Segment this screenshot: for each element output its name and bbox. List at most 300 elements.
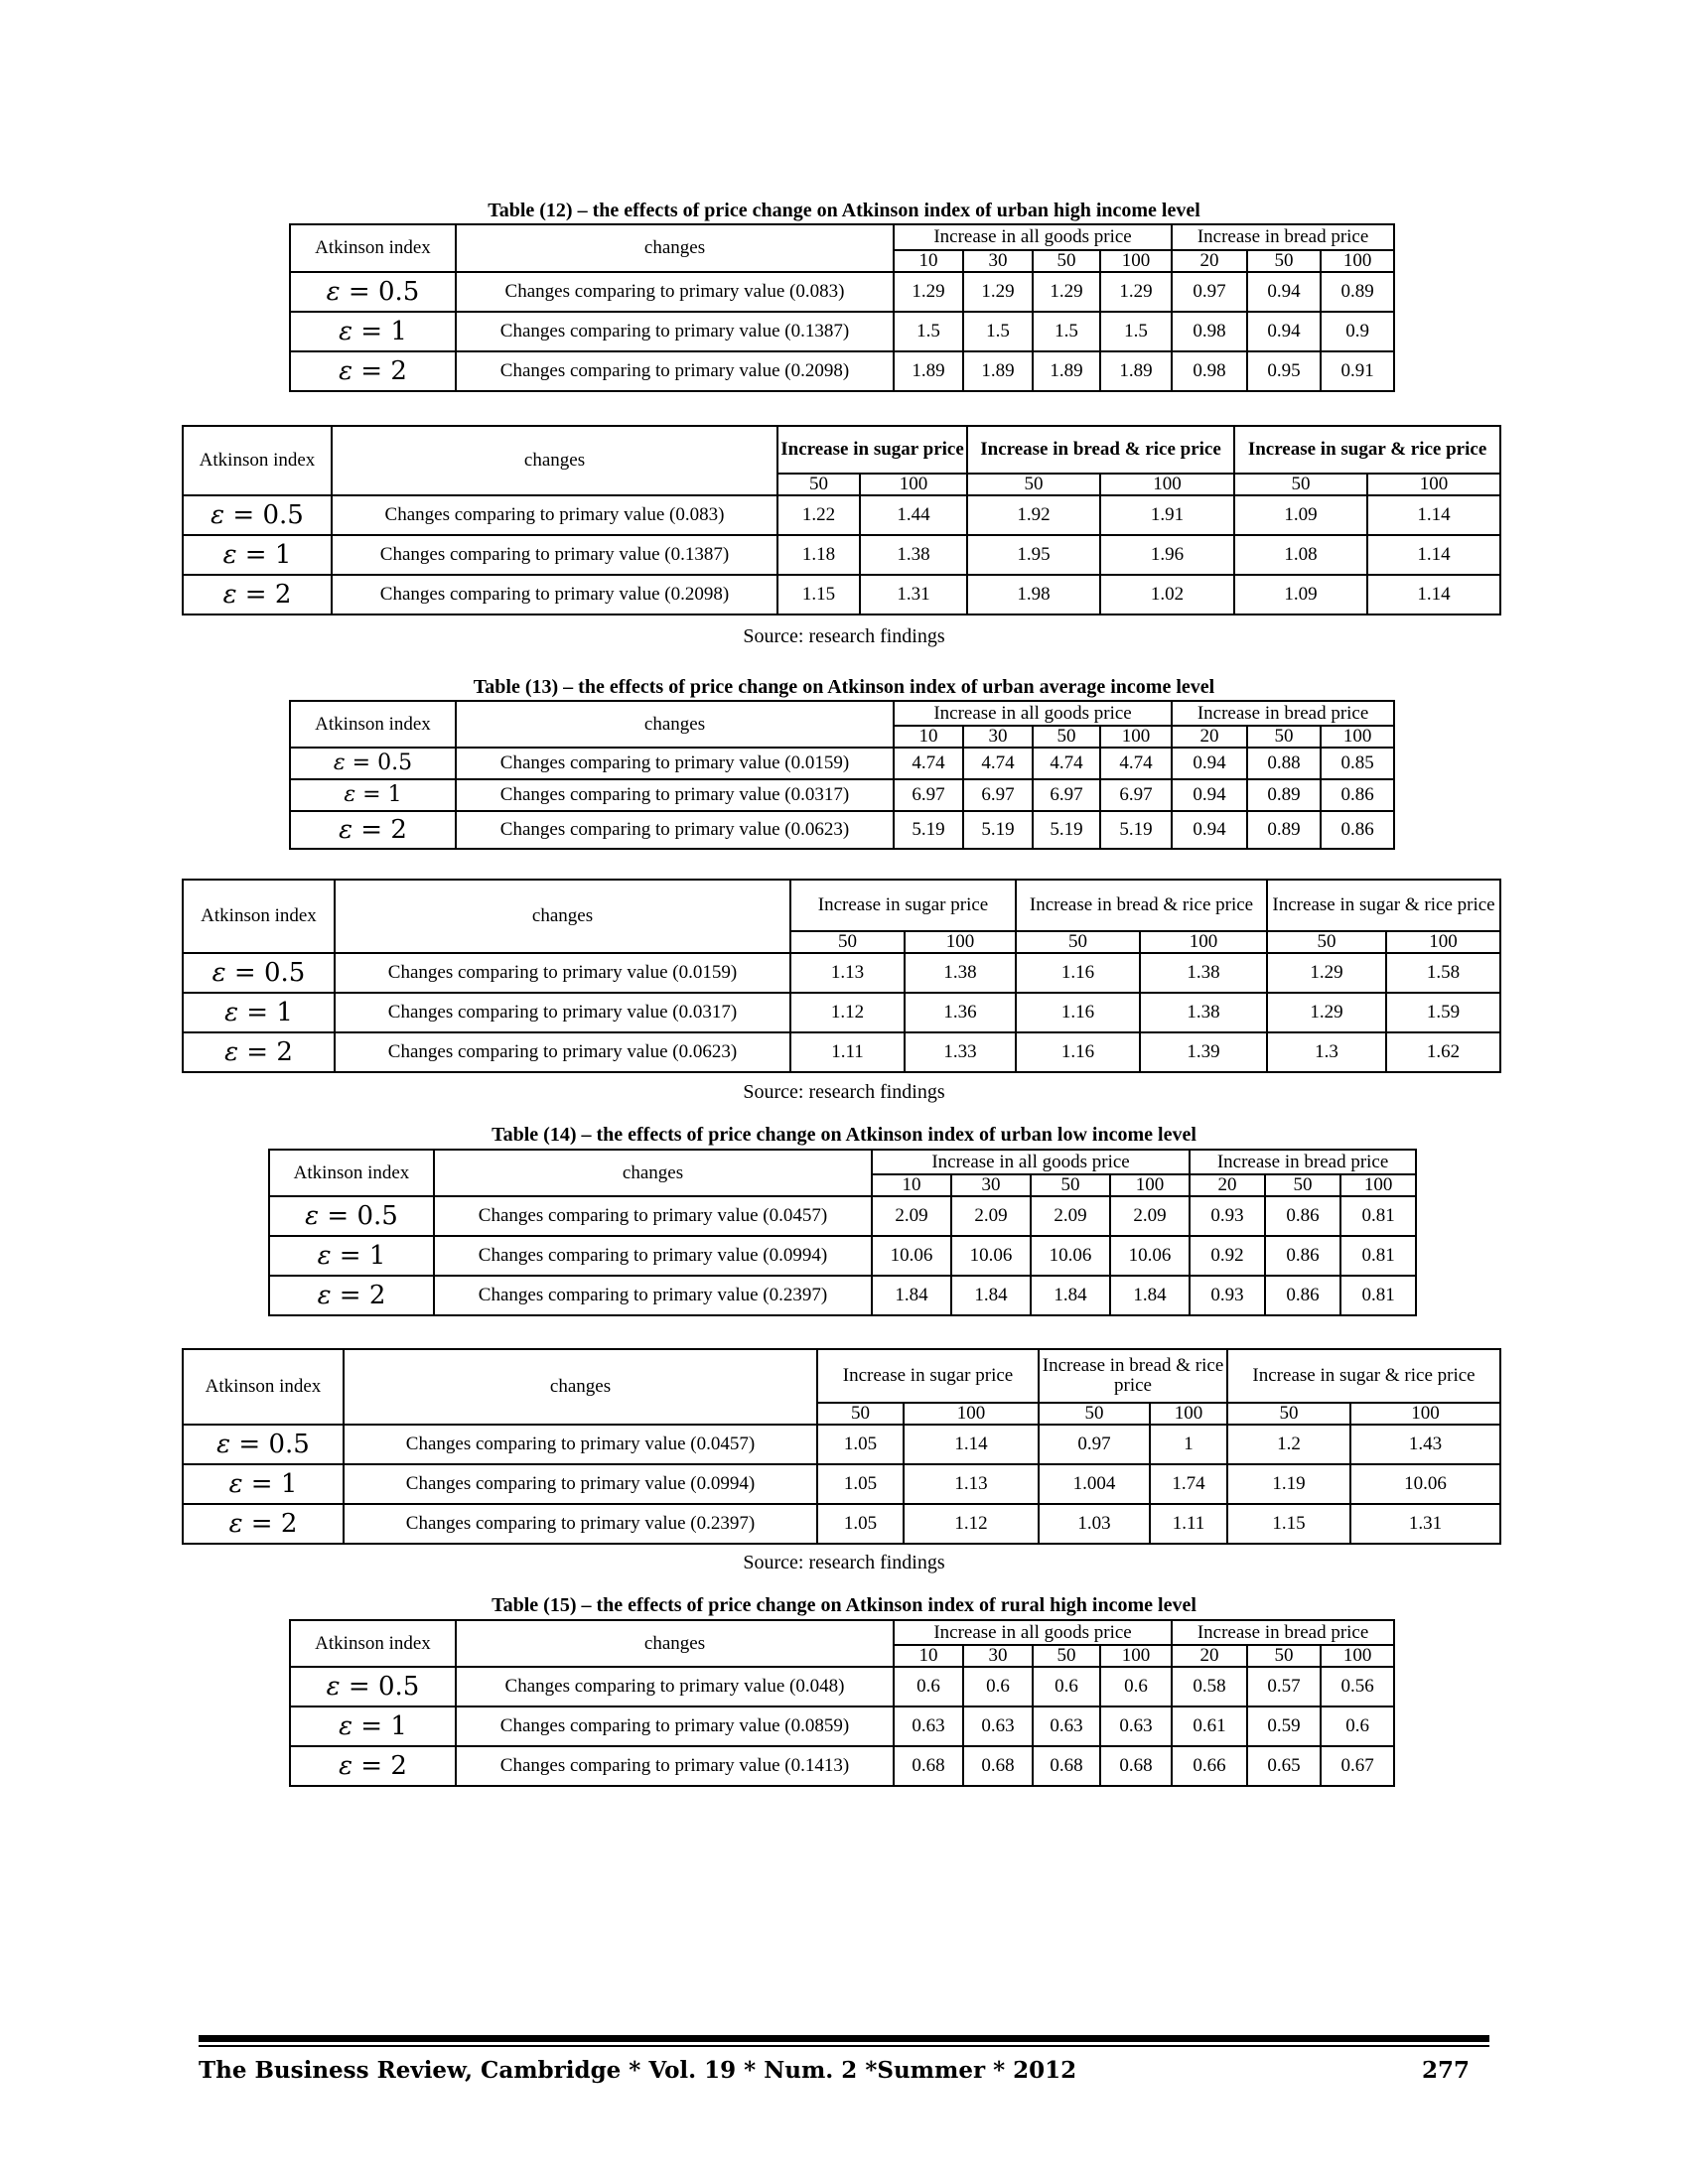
table-row [183,1425,1500,1464]
value-cell: 1.44 [860,495,967,535]
subheader-cell: 10 [894,726,963,748]
value-cell: 0.85 [1321,748,1394,779]
value-cell: 1.14 [904,1425,1039,1464]
value-cell: 4.74 [963,748,1033,779]
table-row [183,1504,1500,1544]
value-cell: 1.74 [1150,1464,1227,1504]
header-atkinson-index: Atkinson index [290,701,456,748]
subheader-cell: 100 [1100,1645,1172,1667]
epsilon-cell: ε = 2 [290,351,456,391]
table-row [183,993,1500,1032]
value-cell: 1.38 [905,953,1016,993]
subheader-cell: 100 [905,931,1016,953]
value-cell: 0.59 [1247,1706,1321,1746]
value-cell: 0.65 [1247,1746,1321,1786]
value-cell: 1.5 [963,312,1033,351]
epsilon-cell: ε = 0.5 [290,272,456,312]
header-group-all-goods: Increase in all goods price [872,1150,1190,1174]
subheader-cell: 20 [1172,726,1247,748]
value-cell: 1.38 [1140,953,1267,993]
epsilon-cell: ε = 0.5 [290,1667,456,1706]
value-cell: 0.81 [1340,1236,1416,1276]
table-12b [182,425,1501,615]
header-changes: changes [344,1349,817,1425]
value-cell: 0.6 [1100,1667,1172,1706]
value-cell: 10.06 [1031,1236,1110,1276]
value-cell: 1.16 [1016,1032,1140,1072]
epsilon-value: 0.5 [263,958,306,988]
epsilon-value: 1 [387,782,402,807]
subheader-cell: 10 [872,1174,951,1196]
value-cell: 1.03 [1039,1504,1150,1544]
table-13a [289,700,1395,850]
subheader-cell: 50 [1265,1174,1340,1196]
epsilon-value: 2 [390,356,407,386]
row-label: Changes comparing to primary value (0.048) [456,1667,894,1706]
epsilon-cell: ε = 2 [290,811,456,849]
value-cell: 1.08 [1234,535,1367,575]
value-cell: 0.6 [1321,1706,1394,1746]
value-cell: 4.74 [1100,748,1172,779]
page-number: 277 [1421,2057,1470,2084]
header-group-bread-rice: Increase in bread & rice price [1039,1349,1227,1403]
header-group-sugar: Increase in sugar price [790,880,1016,931]
header-group-sugar-rice: Increase in sugar & rice price [1234,426,1500,474]
header-group-all-goods: Increase in all goods price [894,1620,1172,1645]
value-cell: 1.12 [904,1504,1039,1544]
row-label: Changes comparing to primary value (0.2098) [332,575,777,614]
value-cell: 1.29 [963,272,1033,312]
value-cell: 1.89 [1033,351,1100,391]
journal-citation: The Business Review, Cambridge * Vol. 19 * Num. 2 *Summer * 2012 [199,2057,1077,2084]
epsilon-cell: ε = 0.5 [183,495,332,535]
epsilon-value: 2 [368,1281,386,1310]
row-label: Changes comparing to primary value (0.1387) [456,312,894,351]
header-group-sugar-rice: Increase in sugar & rice price [1267,880,1500,931]
subheader-cell: 50 [1227,1403,1350,1425]
value-cell: 1.43 [1350,1425,1500,1464]
value-cell: 0.86 [1265,1276,1340,1315]
subheader-cell: 20 [1172,1645,1247,1667]
table-row [290,779,1394,811]
table-14-caption: Table (14) – the effects of price change on Atkinson index of urban low income level [492,1124,1196,1146]
value-cell: 0.56 [1321,1667,1394,1706]
value-cell: 0.97 [1172,272,1247,312]
header-changes: changes [434,1150,872,1196]
header-changes: changes [456,701,894,748]
value-cell: 1.29 [1267,993,1386,1032]
value-cell: 0.86 [1265,1196,1340,1236]
subheader-cell: 100 [1367,474,1500,495]
epsilon-cell: ε = 2 [269,1276,434,1315]
subheader-cell: 20 [1190,1174,1265,1196]
table-row [290,1706,1394,1746]
subheader-cell: 100 [1100,726,1172,748]
value-cell: 1.16 [1016,953,1140,993]
value-cell: 0.93 [1190,1276,1265,1315]
header-group-bread: Increase in bread price [1172,1620,1394,1645]
header-group-sugar: Increase in sugar price [817,1349,1039,1403]
page-footer [199,2035,1489,2087]
epsilon-cell: ε = 0.5 [290,748,456,779]
value-cell: 2.09 [951,1196,1031,1236]
value-cell: 1.96 [1100,535,1234,575]
header-group-bread-rice: Increase in bread & rice price [1016,880,1267,931]
subheader-cell: 50 [817,1403,904,1425]
value-cell: 1.5 [1033,312,1100,351]
value-cell: 6.97 [1100,779,1172,811]
value-cell: 1.004 [1039,1464,1150,1504]
header-atkinson-index: Atkinson index [183,1349,344,1425]
value-cell: 0.63 [894,1706,963,1746]
header-group-bread: Increase in bread price [1172,224,1394,250]
value-cell: 0.9 [1321,312,1394,351]
value-cell: 1.31 [860,575,967,614]
table-row [183,1464,1500,1504]
header-atkinson-index: Atkinson index [290,1620,456,1667]
value-cell: 1.05 [817,1464,904,1504]
header-atkinson-index: Atkinson index [183,426,332,495]
value-cell: 0.97 [1039,1425,1150,1464]
subheader-cell: 100 [1150,1403,1227,1425]
value-cell: 1.09 [1234,495,1367,535]
row-label: Changes comparing to primary value (0.0159) [335,953,790,993]
subheader-cell: 50 [967,474,1100,495]
value-cell: 2.09 [1031,1196,1110,1236]
row-label: Changes comparing to primary value (0.083) [332,495,777,535]
value-cell: 0.66 [1172,1746,1247,1786]
value-cell: 1.98 [967,575,1100,614]
subheader-cell: 100 [860,474,967,495]
epsilon-value: 2 [390,1751,407,1781]
table-row [290,312,1394,351]
epsilon-cell: ε = 0.5 [183,953,335,993]
value-cell: 2.09 [872,1196,951,1236]
epsilon-value: 1 [390,1711,407,1741]
value-cell: 10.06 [1110,1236,1190,1276]
subheader-cell: 50 [1033,726,1100,748]
epsilon-cell: ε = 2 [290,1746,456,1786]
subheader-cell: 50 [1016,931,1140,953]
value-cell: 0.63 [963,1706,1033,1746]
table-row [183,1032,1500,1072]
subheader-cell: 50 [1247,250,1321,272]
subheader-cell: 50 [1031,1174,1110,1196]
row-label: Changes comparing to primary value (0.0457) [434,1196,872,1236]
value-cell: 1.39 [1140,1032,1267,1072]
subheader-cell: 50 [1033,1645,1100,1667]
value-cell: 0.68 [1100,1746,1172,1786]
row-label: Changes comparing to primary value (0.2397) [344,1504,817,1544]
row-label: Changes comparing to primary value (0.0623) [456,811,894,849]
value-cell: 1.29 [1033,272,1100,312]
value-cell: 0.68 [894,1746,963,1786]
subheader-cell: 100 [1140,931,1267,953]
epsilon-cell: ε = 1 [183,1464,344,1504]
value-cell: 1.13 [904,1464,1039,1504]
subheader-cell: 30 [951,1174,1031,1196]
value-cell: 0.94 [1172,779,1247,811]
value-cell: 0.91 [1321,351,1394,391]
header-group-bread: Increase in bread price [1172,701,1394,726]
epsilon-value: 1 [276,998,293,1027]
header-group-bread-rice: Increase in bread & rice price [967,426,1234,474]
epsilon-value: 2 [280,1509,298,1539]
subheader-cell: 100 [1100,474,1234,495]
value-cell: 5.19 [963,811,1033,849]
value-cell: 1.31 [1350,1504,1500,1544]
epsilon-value: 0.5 [262,500,304,530]
value-cell: 1.38 [1140,993,1267,1032]
value-cell: 1.11 [1150,1504,1227,1544]
value-cell: 0.81 [1340,1196,1416,1236]
epsilon-cell: ε = 1 [183,535,332,575]
value-cell: 1.05 [817,1425,904,1464]
row-label: Changes comparing to primary value (0.0317) [335,993,790,1032]
table-row [290,1746,1394,1786]
value-cell: 1.33 [905,1032,1016,1072]
value-cell: 1.89 [894,351,963,391]
value-cell: 0.63 [1100,1706,1172,1746]
row-label: Changes comparing to primary value (0.0317) [456,779,894,811]
table-row [269,1196,1416,1236]
table-15-caption: Table (15) – the effects of price change on Atkinson index of rural high income level [492,1594,1196,1616]
epsilon-cell: ε = 1 [290,779,456,811]
value-cell: 1.59 [1386,993,1500,1032]
value-cell: 0.86 [1265,1236,1340,1276]
table-14a [268,1149,1417,1316]
subheader-cell: 10 [894,1645,963,1667]
row-label: Changes comparing to primary value (0.0457) [344,1425,817,1464]
header-group-sugar-rice: Increase in sugar & rice price [1227,1349,1500,1403]
value-cell: 0.89 [1247,779,1321,811]
value-cell: 0.92 [1190,1236,1265,1276]
value-cell: 1.13 [790,953,905,993]
table-12-caption: Table (12) – the effects of price change on Atkinson index of urban high income level [488,200,1200,221]
value-cell: 1.89 [963,351,1033,391]
value-cell: 1.38 [860,535,967,575]
value-cell: 1.12 [790,993,905,1032]
subheader-cell: 50 [1033,250,1100,272]
epsilon-value: 1 [390,317,407,346]
value-cell: 0.89 [1321,272,1394,312]
value-cell: 0.95 [1247,351,1321,391]
subheader-cell: 50 [1247,1645,1321,1667]
subheader-cell: 100 [904,1403,1039,1425]
subheader-cell: 100 [1321,1645,1394,1667]
value-cell: 2.09 [1110,1196,1190,1236]
value-cell: 1.84 [1110,1276,1190,1315]
table-12a [289,223,1395,392]
table-row [183,535,1500,575]
table-12-source: Source: research findings [743,625,945,647]
value-cell: 0.88 [1247,748,1321,779]
value-cell: 1 [1150,1425,1227,1464]
row-label: Changes comparing to primary value (0.1413) [456,1746,894,1786]
subheader-cell: 100 [1340,1174,1416,1196]
row-label: Changes comparing to primary value (0.2098) [456,351,894,391]
header-atkinson-index: Atkinson index [269,1150,434,1196]
value-cell: 0.63 [1033,1706,1100,1746]
table-row [269,1276,1416,1315]
epsilon-cell: ε = 1 [290,1706,456,1746]
epsilon-value: 0.5 [377,751,413,775]
value-cell: 10.06 [1350,1464,1500,1504]
value-cell: 0.67 [1321,1746,1394,1786]
value-cell: 1.95 [967,535,1100,575]
value-cell: 0.68 [963,1746,1033,1786]
value-cell: 1.3 [1267,1032,1386,1072]
subheader-cell: 100 [1110,1174,1190,1196]
epsilon-cell: ε = 1 [183,993,335,1032]
value-cell: 1.5 [894,312,963,351]
header-group-bread: Increase in bread price [1190,1150,1416,1174]
value-cell: 1.14 [1367,495,1500,535]
value-cell: 0.58 [1172,1667,1247,1706]
footer-rule-thick [199,2035,1489,2042]
table-row [290,811,1394,849]
epsilon-value: 2 [390,815,407,845]
header-changes: changes [335,880,790,953]
value-cell: 10.06 [872,1236,951,1276]
value-cell: 0.94 [1247,312,1321,351]
header-group-all-goods: Increase in all goods price [894,701,1172,726]
value-cell: 1.22 [777,495,860,535]
value-cell: 1.19 [1227,1464,1350,1504]
value-cell: 1.05 [817,1504,904,1544]
subheader-cell: 100 [1350,1403,1500,1425]
table-row [183,953,1500,993]
subheader-cell: 50 [1234,474,1367,495]
value-cell: 0.94 [1247,272,1321,312]
value-cell: 6.97 [894,779,963,811]
value-cell: 4.74 [1033,748,1100,779]
header-atkinson-index: Atkinson index [183,880,335,953]
table-13-source: Source: research findings [743,1081,945,1103]
value-cell: 1.18 [777,535,860,575]
epsilon-value: 2 [274,580,292,610]
subheader-cell: 20 [1172,250,1247,272]
value-cell: 5.19 [894,811,963,849]
value-cell: 0.98 [1172,351,1247,391]
value-cell: 0.81 [1340,1276,1416,1315]
value-cell: 1.15 [1227,1504,1350,1544]
value-cell: 0.94 [1172,811,1247,849]
value-cell: 1.84 [951,1276,1031,1315]
header-changes: changes [456,1620,894,1667]
epsilon-cell: ε = 0.5 [183,1425,344,1464]
value-cell: 4.74 [894,748,963,779]
value-cell: 1.36 [905,993,1016,1032]
value-cell: 1.29 [1267,953,1386,993]
value-cell: 1.2 [1227,1425,1350,1464]
value-cell: 1.11 [790,1032,905,1072]
epsilon-cell: ε = 1 [290,312,456,351]
footer-rule-thin [199,2045,1489,2047]
subheader-cell: 30 [963,250,1033,272]
subheader-cell: 10 [894,250,963,272]
epsilon-value: 2 [276,1037,293,1067]
value-cell: 1.92 [967,495,1100,535]
value-cell: 0.94 [1172,748,1247,779]
value-cell: 0.6 [963,1667,1033,1706]
value-cell: 0.6 [894,1667,963,1706]
subheader-cell: 50 [790,931,905,953]
value-cell: 1.58 [1386,953,1500,993]
epsilon-value: 1 [368,1241,386,1271]
subheader-cell: 50 [1039,1403,1150,1425]
value-cell: 1.62 [1386,1032,1500,1072]
value-cell: 1.09 [1234,575,1367,614]
table-13b [182,879,1501,1073]
table-14-source: Source: research findings [743,1552,945,1573]
table-row [290,1667,1394,1706]
value-cell: 1.84 [872,1276,951,1315]
value-cell: 0.86 [1321,779,1394,811]
value-cell: 5.19 [1033,811,1100,849]
value-cell: 1.02 [1100,575,1234,614]
value-cell: 1.14 [1367,535,1500,575]
value-cell: 1.29 [894,272,963,312]
row-label: Changes comparing to primary value (0.0994) [434,1236,872,1276]
value-cell: 1.84 [1031,1276,1110,1315]
epsilon-value: 0.5 [377,277,420,307]
epsilon-value: 0.5 [356,1201,398,1231]
value-cell: 0.6 [1033,1667,1100,1706]
subheader-cell: 100 [1100,250,1172,272]
table-row [183,575,1500,614]
value-cell: 0.89 [1247,811,1321,849]
row-label: Changes comparing to primary value (0.2397) [434,1276,872,1315]
epsilon-value: 0.5 [268,1430,310,1459]
table-row [269,1236,1416,1276]
value-cell: 6.97 [963,779,1033,811]
table-14b [182,1348,1501,1545]
value-cell: 1.15 [777,575,860,614]
value-cell: 6.97 [1033,779,1100,811]
table-row [290,351,1394,391]
epsilon-cell: ε = 0.5 [269,1196,434,1236]
epsilon-cell: ε = 2 [183,1032,335,1072]
value-cell: 0.68 [1033,1746,1100,1786]
value-cell: 1.14 [1367,575,1500,614]
epsilon-value: 0.5 [377,1672,420,1702]
value-cell: 10.06 [951,1236,1031,1276]
subheader-cell: 50 [1247,726,1321,748]
epsilon-cell: ε = 2 [183,575,332,614]
subheader-cell: 50 [777,474,860,495]
subheader-cell: 30 [963,1645,1033,1667]
value-cell: 0.98 [1172,312,1247,351]
table-row [290,748,1394,779]
subheader-cell: 50 [1267,931,1386,953]
header-changes: changes [332,426,777,495]
subheader-cell: 100 [1321,726,1394,748]
value-cell: 1.16 [1016,993,1140,1032]
value-cell: 0.93 [1190,1196,1265,1236]
epsilon-value: 1 [280,1469,298,1499]
table-row [290,272,1394,312]
value-cell: 0.57 [1247,1667,1321,1706]
table-row [183,495,1500,535]
subheader-cell: 30 [963,726,1033,748]
row-label: Changes comparing to primary value (0.0623) [335,1032,790,1072]
header-group-all-goods: Increase in all goods price [894,224,1172,250]
row-label: Changes comparing to primary value (0.0859) [456,1706,894,1746]
epsilon-cell: ε = 1 [269,1236,434,1276]
subheader-cell: 100 [1386,931,1500,953]
value-cell: 1.89 [1100,351,1172,391]
